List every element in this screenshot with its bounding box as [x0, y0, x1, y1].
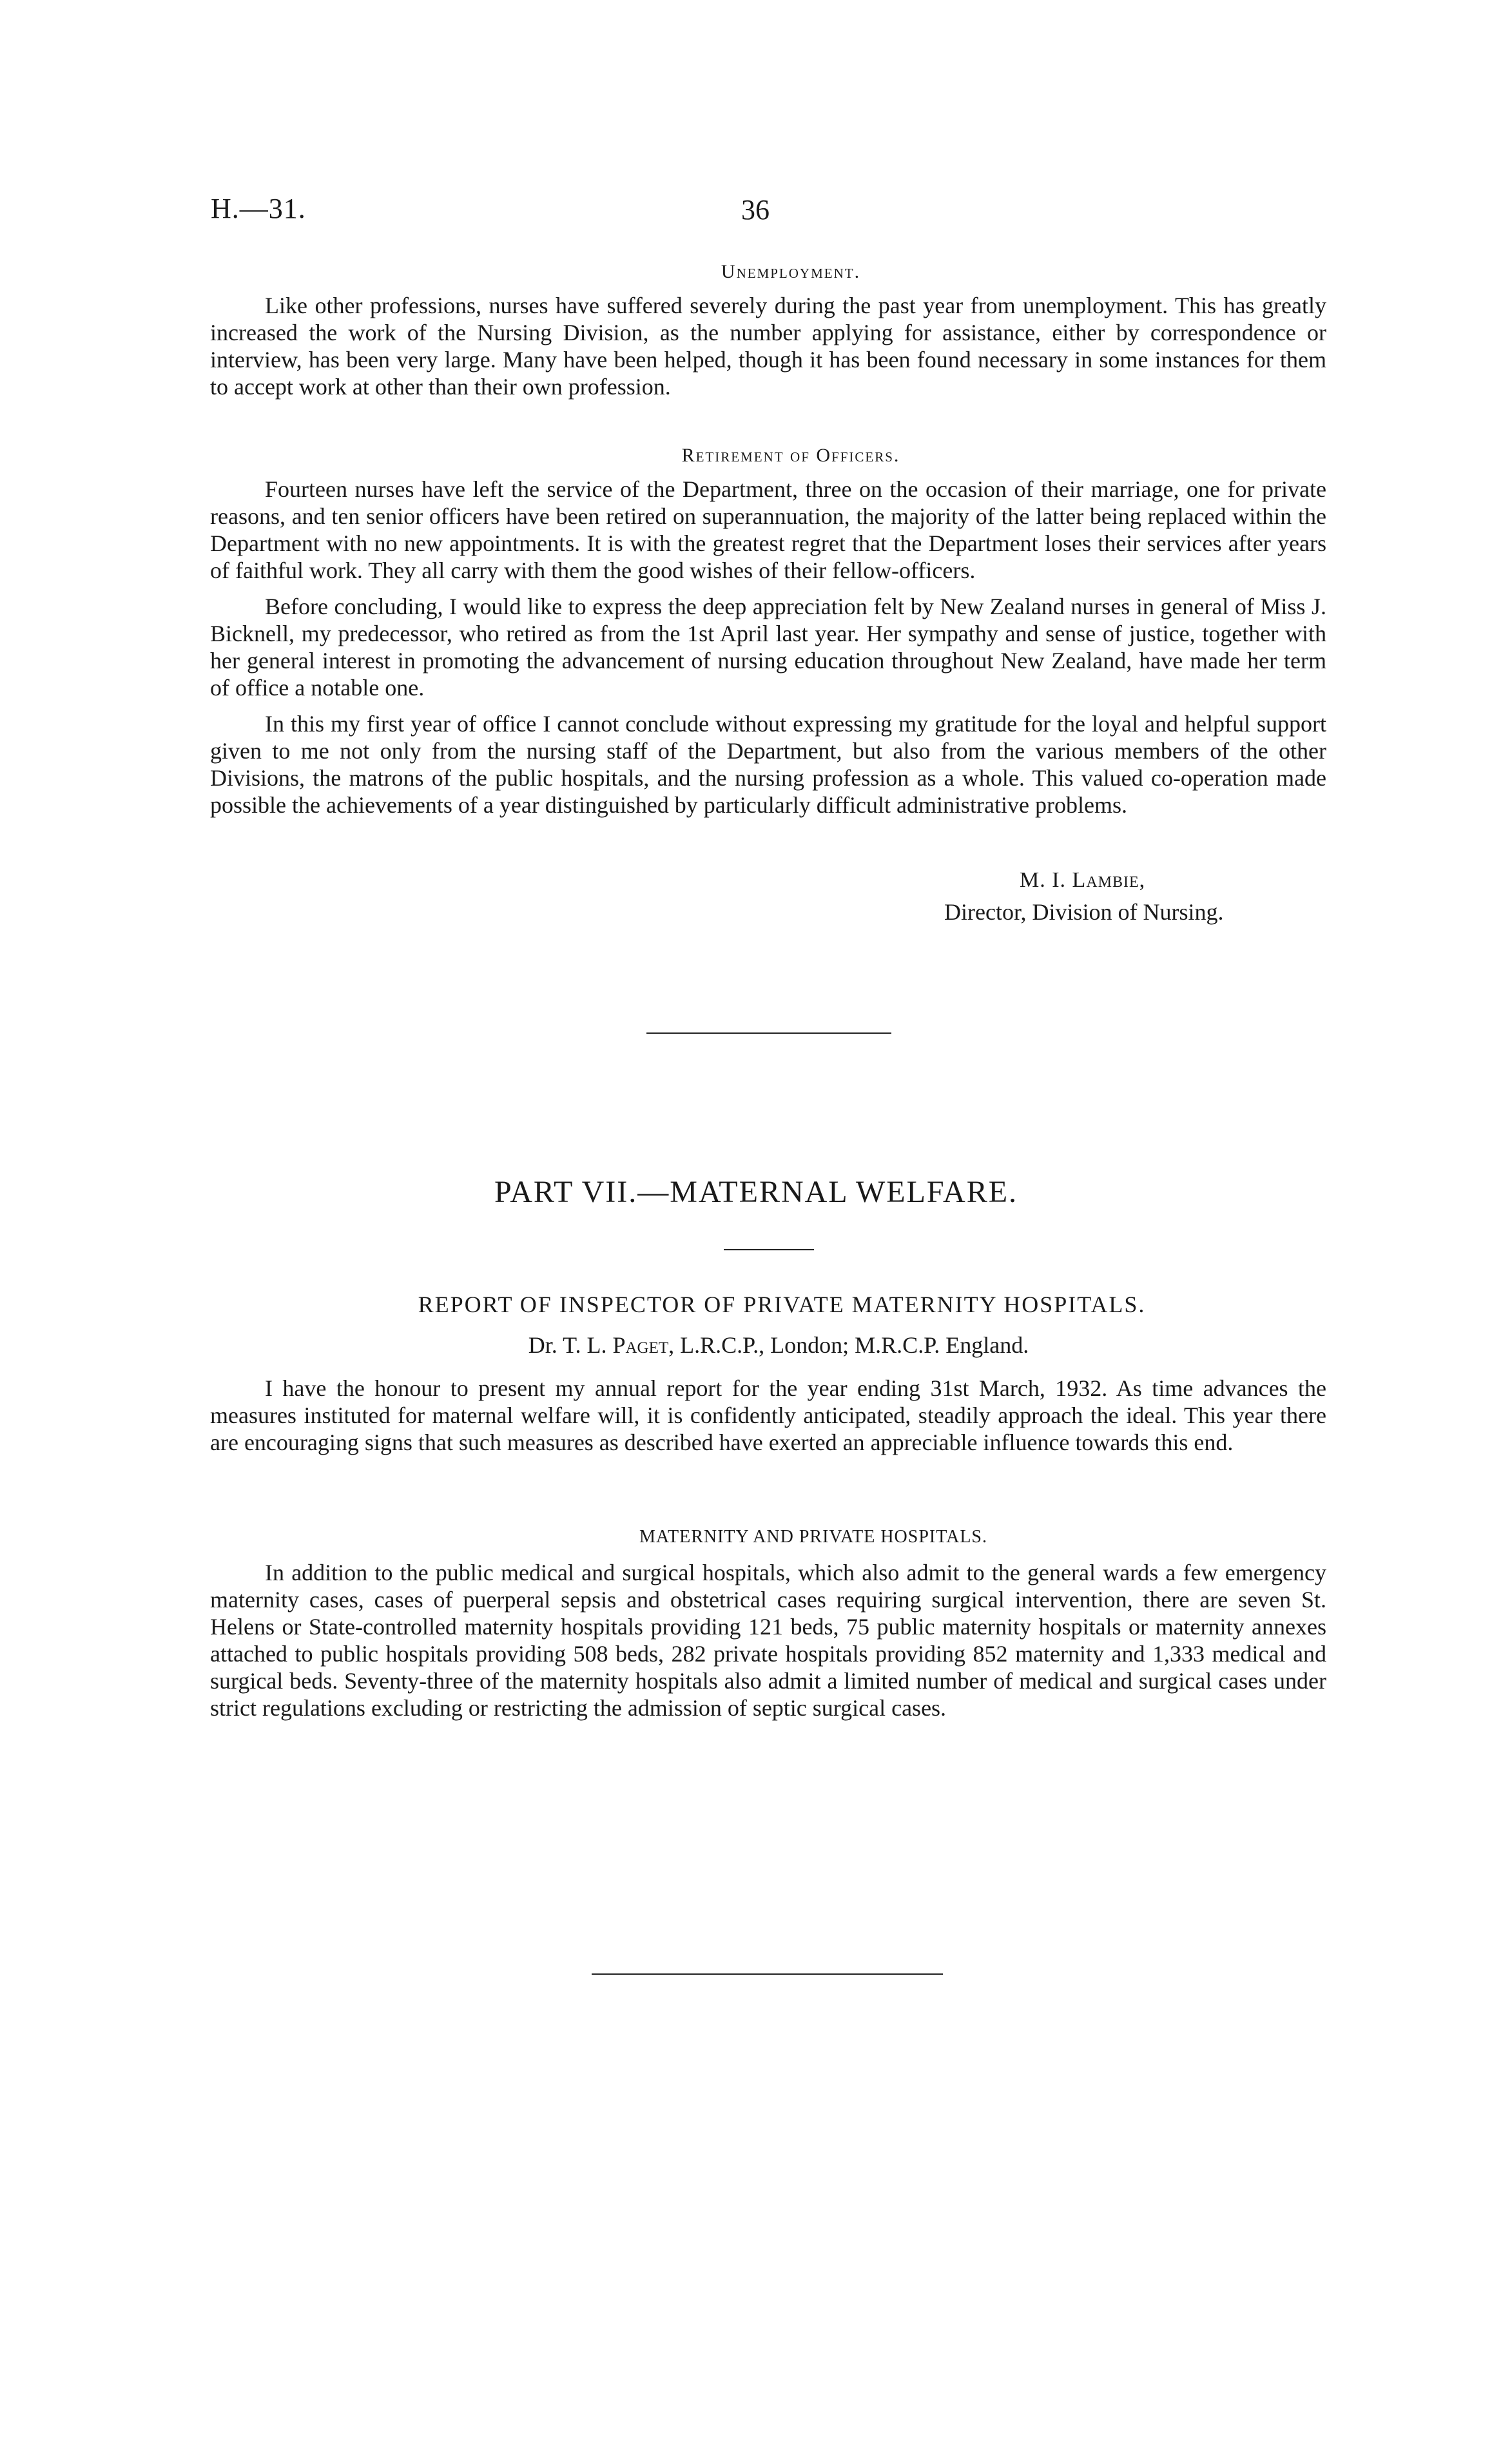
report-intro-section	[210, 1375, 1326, 1456]
part-title: PART VII.—MATERNAL WELFARE.	[494, 1175, 1018, 1209]
retirement-paragraph-3: In this my first year of office I cannot conclude without expressing my gratitude for the loyal and helpful support given to me not only from the nursing staff of the Department, but also from the various members of the other Divisions, the matrons of the public hospitals, and the nursing profession as a whole. This valued co-operation made possible the achievements of a year distinguished by particularly difficult administrative problems.	[210, 711, 1326, 818]
unemployment-section	[210, 261, 1326, 400]
byline	[0, 1332, 1512, 1359]
document-id: H.—31.	[211, 193, 306, 224]
unemployment-paragraph: Like other professions, nurses have suffered severely during the past year from unemployment. This has greatly increased the work of the Nursing Division, as the number applying for assistance, either by correspondence or interview, has been very large. Many have been helped, though it has been found necessary in some instances for them to accept work at other than their own profession.	[210, 293, 1326, 400]
byline-prefix: Dr. T. L.	[528, 1332, 607, 1358]
maternity-section	[210, 1527, 1326, 1721]
page-number: 36	[741, 194, 770, 226]
byline-name: Paget,	[612, 1332, 675, 1358]
title-rule	[724, 1249, 814, 1250]
maternity-heading: MATERNITY AND PRIVATE HOSPITALS.	[639, 1527, 988, 1547]
retirement-heading: Retirement of Officers.	[681, 445, 900, 466]
maternity-paragraph: In addition to the public medical and surgical hospitals, which also admit to the general wards a few emergency maternity cases, cases of puerperal sepsis and obstetrical cases requiring surgical intervention, there are seven St. Helens or State-controlled maternity hospitals providing 121 beds, 75 public maternity hospitals or maternity annexes attached to public hospitals providing 508 beds, 282 private hospitals providing 852 maternity and 1,333 medical and surgical beds. Seventy-three of the maternity hospitals also admit a limited number of medical and surgical cases under strict regulations excluding or restricting the admission of septic surgical cases.	[210, 1560, 1326, 1721]
retirement-paragraph-2: Before concluding, I would like to express the deep appreciation felt by New Zealand nurses in general of Miss J. Bicknell, my predecessor, who retired as from the 1st April last year. Her sympathy and sense of justice, together with her general interest in promoting the advancement of nursing education throughout New Zealand, have made her term of office a notable one.	[210, 594, 1326, 701]
unemployment-heading: Unemployment.	[721, 261, 861, 282]
retirement-section	[210, 445, 1326, 819]
report-intro-paragraph: I have the honour to present my annual report for the year ending 31st March, 1932. As time advances the measures instituted for maternal welfare will, it is confidently anticipated, steadily approach the ideal. This year there are encouraging signs that such measures as described have exerted an appreciable influence towards this end.	[210, 1375, 1326, 1455]
end-rule	[592, 1973, 943, 1975]
signature-title: Director, Division of Nursing.	[944, 899, 1224, 925]
report-title: REPORT OF INSPECTOR OF PRIVATE MATERNITY HOSPITALS.	[418, 1292, 1146, 1317]
signature-name: M. I. Lambie,	[1020, 868, 1146, 892]
byline-suffix: L.R.C.P., London; M.R.C.P. England.	[680, 1332, 1029, 1358]
section-divider	[646, 1032, 891, 1034]
retirement-paragraph-1: Fourteen nurses have left the service of the Department, three on the occasion of their marriage, one for private reasons, and ten senior officers have been retired on superannuation, the majority of the latter being replaced within the Department with no new appointments. It is with the greatest regret that the Department loses their services after years of faithful work. They all carry with them the good wishes of their fellow-officers.	[210, 476, 1326, 583]
